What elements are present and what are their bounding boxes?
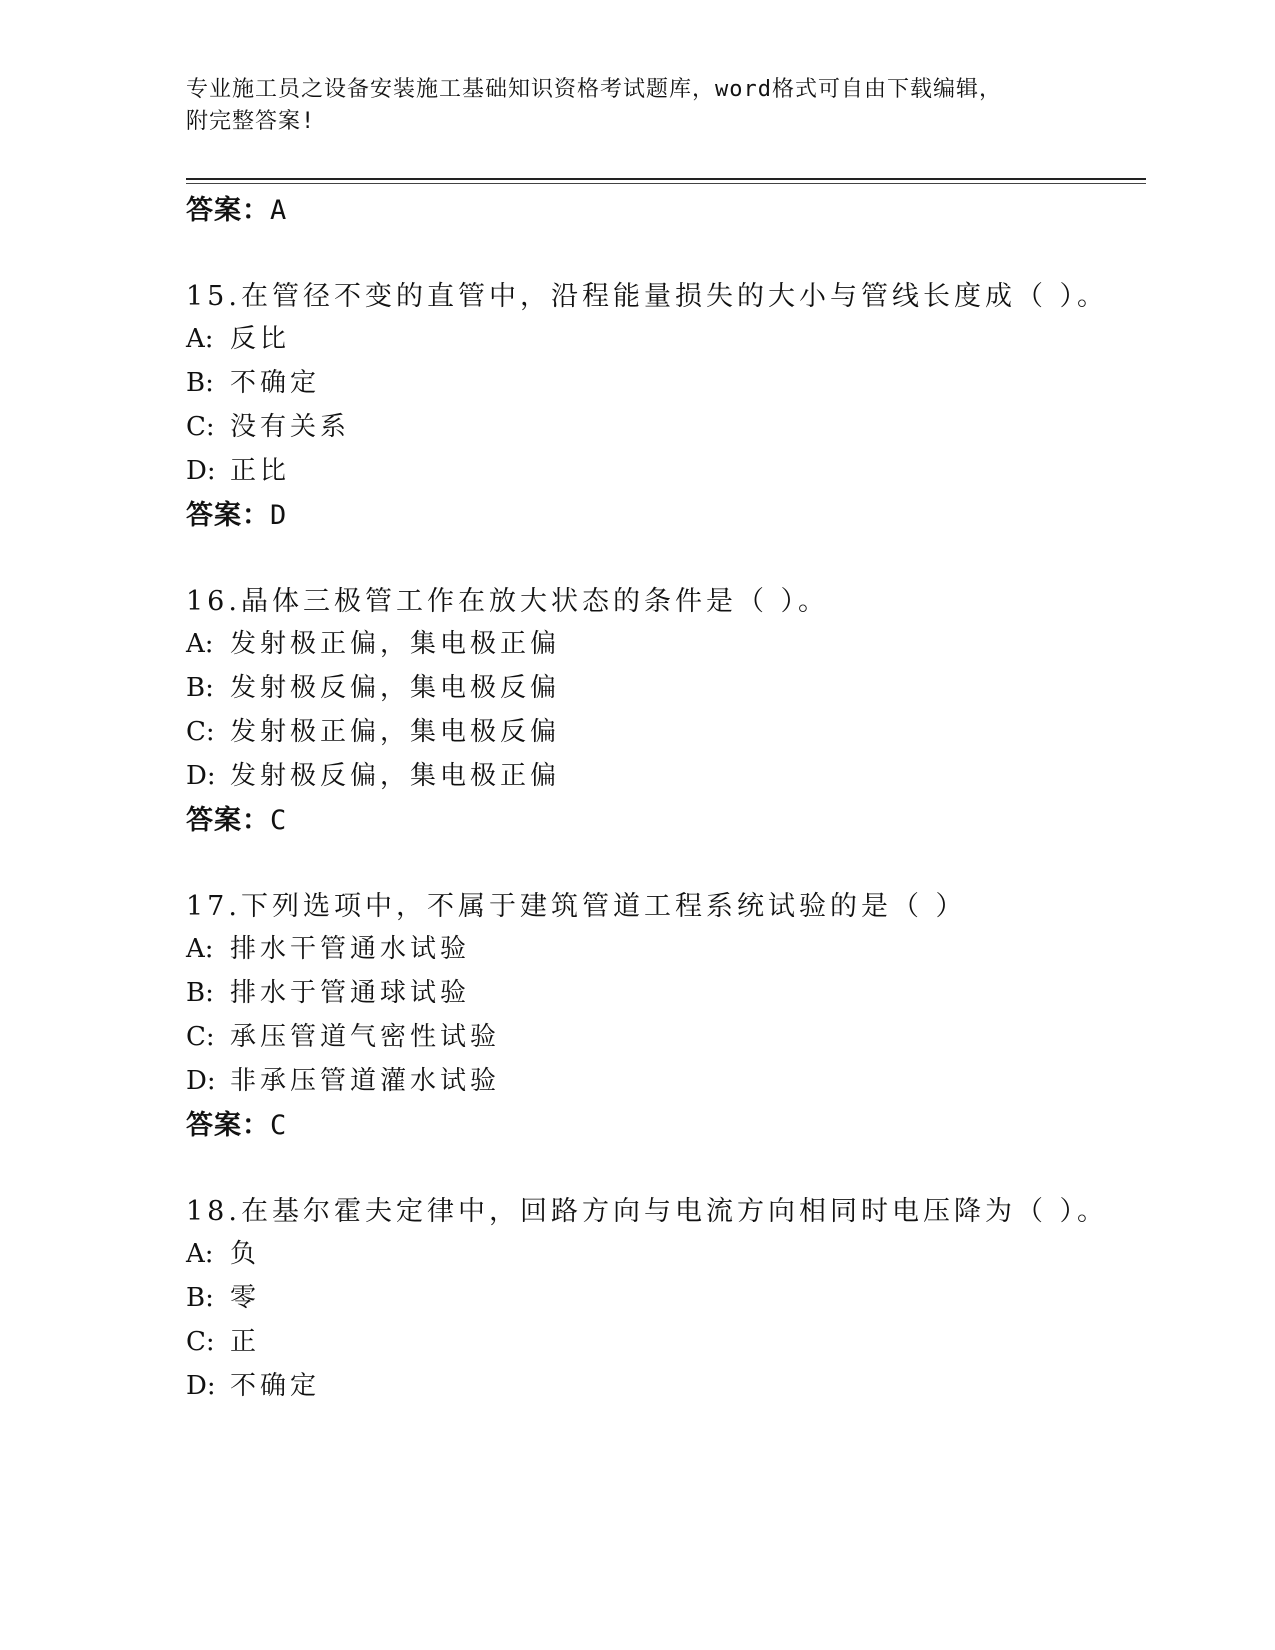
question-15-option-a [186,318,290,355]
option-key: A: [186,629,214,659]
option-text: 发射极正偏，集电极反偏 [230,717,561,747]
option-key: A: [186,324,214,354]
header-divider-thick [186,178,1146,180]
question-16-option-c [186,711,560,748]
answer-label: 答案： [186,195,270,226]
question-18-stem: 18.在基尔霍夫定律中，回路方向与电流方向相同时电压降为（ ）。 [186,1196,1109,1227]
question-15-option-c [186,406,350,443]
question-16-option-b [186,667,560,704]
header-line-2: 附完整答案! [186,109,316,134]
option-key: B: [186,978,214,1008]
option-text: 发射极反偏，集电极正偏 [230,761,561,791]
answer-value: D [270,500,288,531]
option-text: 负 [230,1239,261,1269]
option-text: 不确定 [230,1371,321,1401]
option-key: D: [186,761,216,791]
answer-value: C [270,1110,288,1141]
page-header [186,74,1086,138]
option-key: B: [186,1283,214,1313]
question-17-answer [186,1103,287,1142]
question-18-option-d [186,1365,320,1402]
option-text: 没有关系 [230,412,351,442]
question-17-option-b [186,972,470,1009]
header-line-1: 专业施工员之设备安装施工基础知识资格考试题库，word格式可自由下载编辑， [186,77,1002,102]
question-15-answer [186,493,287,532]
question-18-option-a [186,1233,260,1270]
option-key: A: [186,934,214,964]
option-text: 反比 [230,324,291,354]
question-17-option-c [186,1016,500,1053]
question-15-option-b [186,362,320,399]
option-text: 零 [230,1283,261,1313]
question-18-option-b [186,1277,260,1314]
option-key: D: [186,1371,216,1401]
option-key: D: [186,1066,216,1096]
question-15-option-d [186,450,290,487]
answer-label: 答案： [186,1110,270,1141]
answer-label: 答案： [186,805,270,836]
option-key: C: [186,1327,215,1357]
header-divider-thin [186,183,1146,184]
question-16-answer [186,798,287,837]
question-17-stem: 17.下列选项中，不属于建筑管道工程系统试验的是（ ） [186,891,967,922]
option-key: C: [186,1022,215,1052]
option-text: 发射极反偏，集电极反偏 [230,673,561,703]
option-text: 承压管道气密性试验 [230,1022,501,1052]
question-15-stem: 15.在管径不变的直管中，沿程能量损失的大小与管线长度成（ ）。 [186,281,1109,312]
question-16-option-a [186,623,560,660]
answer-prev [186,188,287,227]
question-16-option-d [186,755,560,792]
question-18-option-c [186,1321,260,1358]
option-key: B: [186,368,214,398]
option-key: D: [186,456,216,486]
question-16-stem: 16.晶体三极管工作在放大状态的条件是（ ）。 [186,586,830,617]
option-text: 排水于管通球试验 [230,978,471,1008]
option-text: 排水干管通水试验 [230,934,471,964]
option-text: 不确定 [230,368,321,398]
option-text: 非承压管道灌水试验 [230,1066,501,1096]
question-17-option-d [186,1060,500,1097]
option-text: 发射极正偏，集电极正偏 [230,629,561,659]
answer-value: C [270,805,288,836]
option-key: C: [186,717,215,747]
option-text: 正 [230,1327,261,1357]
option-key: A: [186,1239,214,1269]
option-key: B: [186,673,214,703]
question-17-option-a [186,928,470,965]
answer-label: 答案： [186,500,270,531]
answer-value: A [270,195,288,226]
option-key: C: [186,412,215,442]
option-text: 正比 [230,456,291,486]
